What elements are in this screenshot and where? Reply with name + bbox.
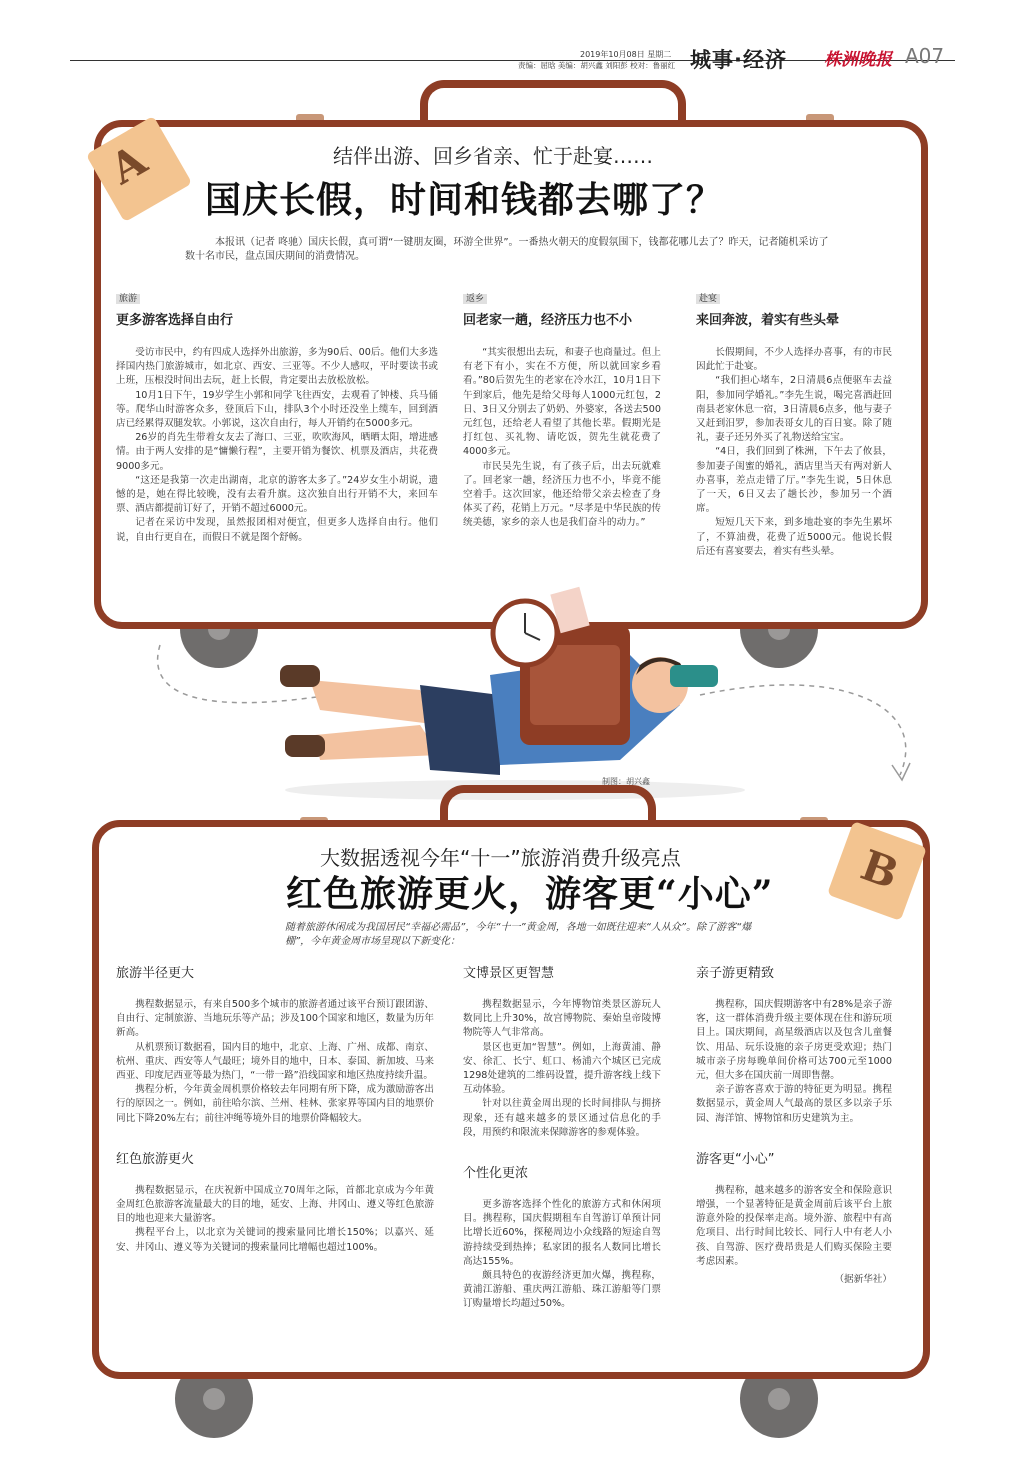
paragraph: 携程称，国庆假期游客中有28%是亲子游客，这一群体消费升级主要体现在住和游玩项目上。国庆期间，高星级酒店以及包含儿童餐饮、用品、玩乐设施的亲子房更受欢迎；热门城市亲子房每晚单间价格可达700元至1000元，但大多在国庆前一周即售罄。 xyxy=(696,999,892,1082)
article-a-column-homecoming xyxy=(463,286,661,531)
paragraph: 受访市民中，约有四成人选择外出旅游，多为90后、00后。他们大多选择国内热门旅游城市，如北京、西安、三亚等。不少人感叹，平时要读书或上班，压根没时间出去玩，赶上长假，肯定要出去放松放松。 xyxy=(116,347,438,387)
paragraph: 短短几天下来，到多地赴宴的李先生累坏了，不算油费，花费了近5000元。他说长假后还有喜宴要去，着实有些头晕。 xyxy=(696,517,892,557)
shoe-icon xyxy=(280,665,320,687)
arrow-icon xyxy=(892,763,910,780)
traveler-illustration xyxy=(140,585,920,815)
section-title: 旅游半径更大 xyxy=(116,966,195,981)
wheel-hub xyxy=(768,1388,790,1410)
section-title: 红色旅游更火 xyxy=(116,1151,195,1167)
column-title: 更多游客选择自由行 xyxy=(116,313,234,328)
paragraph: 记者在采访中发现，虽然报团相对便宜，但更多人选择自由行。他们说，自由行更自在，而假日不就是图个舒畅。 xyxy=(116,517,438,543)
source-credit: （据新华社） xyxy=(834,1274,892,1286)
paragraph: 市民吴先生说，有了孩子后，出去玩就难了。回老家一趟，经济压力也不小，毕竟不能空着手。这次回家，他还给带父亲去检查了身体买了药，花销上万元。“尽孝是中华民族的传统美德，家乡的亲人也是我们奋斗的动力。” xyxy=(463,460,661,529)
paragraph: 长假期间，不少人选择办喜事，有的市民因此忙于赴宴。 xyxy=(696,347,892,373)
page-number: A07 xyxy=(905,44,945,68)
paragraph: 携程数据显示，在庆祝新中国成立70周年之际，首都北京成为今年黄金周红色旅游客流量最大的目的地，延安、上海、井冈山、遵义等红色旅游目的地也迎来大量游客。 xyxy=(116,1184,434,1225)
section-body xyxy=(463,998,661,1140)
paragraph: 景区也更加“智慧”。例如，上海黄浦、静安、徐汇、长宁、虹口、杨浦六个城区已完成1298处建筑的二维码设置，提升游客线上线下互动体验。 xyxy=(463,1041,661,1096)
column-tag: 赴宴 xyxy=(696,294,720,304)
section-body xyxy=(116,1184,434,1255)
article-a-column-travel xyxy=(116,286,438,545)
paragraph: 针对以往黄金周出现的长时间排队与拥挤现象，还有越来越多的景区通过信息化的手段，用预约和限流来保障游客的参观体验。 xyxy=(463,1098,661,1138)
article-a-column-banquet xyxy=(696,286,892,559)
column-tag: 返乡 xyxy=(463,294,487,304)
paragraph: “我们担心堵车，2日清晨6点便驱车去益阳，参加同学婚礼。”李先生说，喝完喜酒赶回南县老家休息一宿，3日清晨6点多，他与妻子又赶到汨罗，参加表哥女儿的百日宴。除了随礼，妻子还另外买了礼物送给宝宝。 xyxy=(696,375,892,444)
section-body xyxy=(463,1198,661,1312)
paragraph: 携程数据显示，今年博物馆类景区游玩人数同比上升30%，故宫博物院、秦始皇帝陵博物院等人气非常高。 xyxy=(463,999,661,1039)
column-body xyxy=(116,346,438,545)
binoculars-icon xyxy=(670,665,718,687)
masthead-rule xyxy=(70,60,955,61)
article-a-headline: 国庆长假，时间和钱都去哪了？ xyxy=(205,180,724,221)
tag-b-letter: B xyxy=(854,840,905,899)
column-title: 来回奔波，着实有些头晕 xyxy=(696,313,840,328)
article-a-kicker: 结伴出游、回乡省亲、忙于赴宴…… xyxy=(333,144,653,168)
paragraph: 亲子游客喜欢于游的特征更为明显。携程数据显示，黄金周人气最高的景区多以亲子乐园、海洋馆、博物馆和历史建筑为主。 xyxy=(696,1084,892,1124)
paragraph: “这还是我第一次走出湖南，北京的游客太多了。”24岁女生小胡说，遗憾的是，她在得比较晚，没有去看升旗。这次独自出行开销不大，来回车票、酒店都提前订好了，开销不超过6000元。 xyxy=(116,474,438,515)
section-name: 城事·经济 xyxy=(690,48,787,72)
paragraph: “其实很想出去玩，和妻子也商量过。但上有老下有小，实在不方便，所以就回家乡看看。”80后贺先生的老家在冷水江，10月1日下午到家后，他先是给父母每人1000元红包，2日、3日又分别去了奶奶、外婆家，各送去500元红包，还给老人看望了其他长辈。假期光是打红包、买礼物、请吃饭，贺先生就花费了4000多元。 xyxy=(463,347,661,458)
section-body xyxy=(696,1184,892,1269)
article-b-kicker: 大数据透视今年“十一”旅游消费升级亮点 xyxy=(320,846,681,870)
traveler-shorts xyxy=(420,685,500,775)
column-title: 回老家一趟，经济压力也不小 xyxy=(463,313,633,328)
wheel-hub xyxy=(203,1388,225,1410)
tag-a-letter: A xyxy=(101,135,155,194)
article-b-column-2 xyxy=(463,962,661,1312)
paragraph: “4日，我们回到了株洲，下午去了攸县，参加妻子闺蜜的婚礼，酒店里当天有两对新人办喜事，差点走错了厅。”李先生说，5日休息了一天，6日又去了趟长沙，参加另一个酒席。 xyxy=(696,446,892,515)
staff-credits: 责编：屈晗 美编：胡兴鑫 刘阳彭 校对：鲁丽红 xyxy=(518,61,676,70)
paragraph: 颇具特色的夜游经济更加火爆，携程称，黄浦江游船、重庆两江游船、珠江游船等门票订购量增长均超过50%。 xyxy=(463,1270,661,1310)
column-body xyxy=(463,346,661,531)
section-title: 文博景区更智慧 xyxy=(463,966,555,981)
section-body xyxy=(116,998,434,1126)
article-b-lead: 随着旅游休闲成为我国居民“幸福必需品”，今年“十一”黄金周，各地一如既往迎来“人从众”。除了游客“爆棚”，今年黄金周市场呈现以下新变化： xyxy=(285,922,752,947)
illustration-credit: 制图：胡兴鑫 xyxy=(602,777,650,786)
section-title: 个性化更浓 xyxy=(463,1166,529,1182)
paragraph: 从机票预订数据看，国内目的地中，北京、上海、广州、成都、南京、杭州、重庆、西安等人气最旺；境外目的地中，日本、泰国、新加坡、马来西亚、印度尼西亚等最为热门，“一带一路”沿线国家和地区热度持续升温。 xyxy=(116,1041,434,1082)
article-b-headline: 红色旅游更火，游客更“小心” xyxy=(286,873,774,915)
paragraph: 26岁的肖先生带着女友去了海口、三亚，吹吹海风，晒晒太阳，增进感情。由于两人安排的是“慵懒行程”，主要开销为餐饮、机票及酒店，共花费9000多元。 xyxy=(116,432,438,472)
newspaper-logo: 株洲晚报 xyxy=(824,50,892,70)
issue-date: 2019年10月08日 星期二 xyxy=(580,50,672,59)
paragraph: 携程数据显示，有来自500多个城市的旅游者通过该平台预订跟团游、自由行、定制旅游、当地玩乐等产品；涉及100个国家和地区，数量为历年新高。 xyxy=(116,999,434,1039)
paragraph: 10月1日下午，19岁学生小郭和同学飞往西安，去观看了钟楼、兵马俑等。爬华山时游客众多，登顶后下山，排队3个小时还没坐上缆车，回到酒店已经累得双腿发软。小郭说，这次自由行，每人开销约在5000多元。 xyxy=(116,389,438,430)
traveler-leg xyxy=(315,725,440,760)
section-body xyxy=(696,998,892,1126)
column-body xyxy=(696,346,892,559)
paragraph: 携程平台上，以北京为关键词的搜索量同比增长150%；以嘉兴、延安、井冈山、遵义等为关键词的搜索量同比增幅也超过100%。 xyxy=(116,1227,434,1253)
article-a-lead: 本报讯（记者 咚驰）国庆长假，真可谓“一键朋友圈，环游全世界”。一番热火朝天的度假氛围下，钱都花哪儿去了？昨天，记者随机采访了数十名市民，盘点国庆期间的消费情况。 xyxy=(185,237,829,262)
shoe-icon xyxy=(285,735,325,757)
paragraph: 携程分析，今年黄金周机票价格较去年同期有所下降，成为激励游客出行的原因之一。例如，前往哈尔滨、兰州、桂林、张家界等国内目的地票价同比下降20%左右；前往冲绳等境外目的地票价降幅较大。 xyxy=(116,1084,434,1124)
section-title: 游客更“小心” xyxy=(696,1151,775,1167)
paragraph: 更多游客选择个性化的旅游方式和休闲项目。携程称，国庆假期租车自驾游订单预计同比增长近60%，探秘周边小众线路的短途自驾游持续受到热捧；私家团的报名人数同比增长高达155%。 xyxy=(463,1199,661,1267)
column-tag: 旅游 xyxy=(116,294,140,304)
paragraph: 携程称，越来越多的游客安全和保险意识增强，一个显著特征是黄金周前后该平台上旅游意外险的投保率走高。境外游、旅程中有高危项目、出行时间比较长、同行人中有老人小孩、自驾游、医疗费昂贵是人们购买保险主要考虑因素。 xyxy=(696,1184,892,1267)
article-b-column-1 xyxy=(116,962,434,1255)
article-b-column-3 xyxy=(696,962,892,1287)
section-title: 亲子游更精致 xyxy=(696,966,775,981)
